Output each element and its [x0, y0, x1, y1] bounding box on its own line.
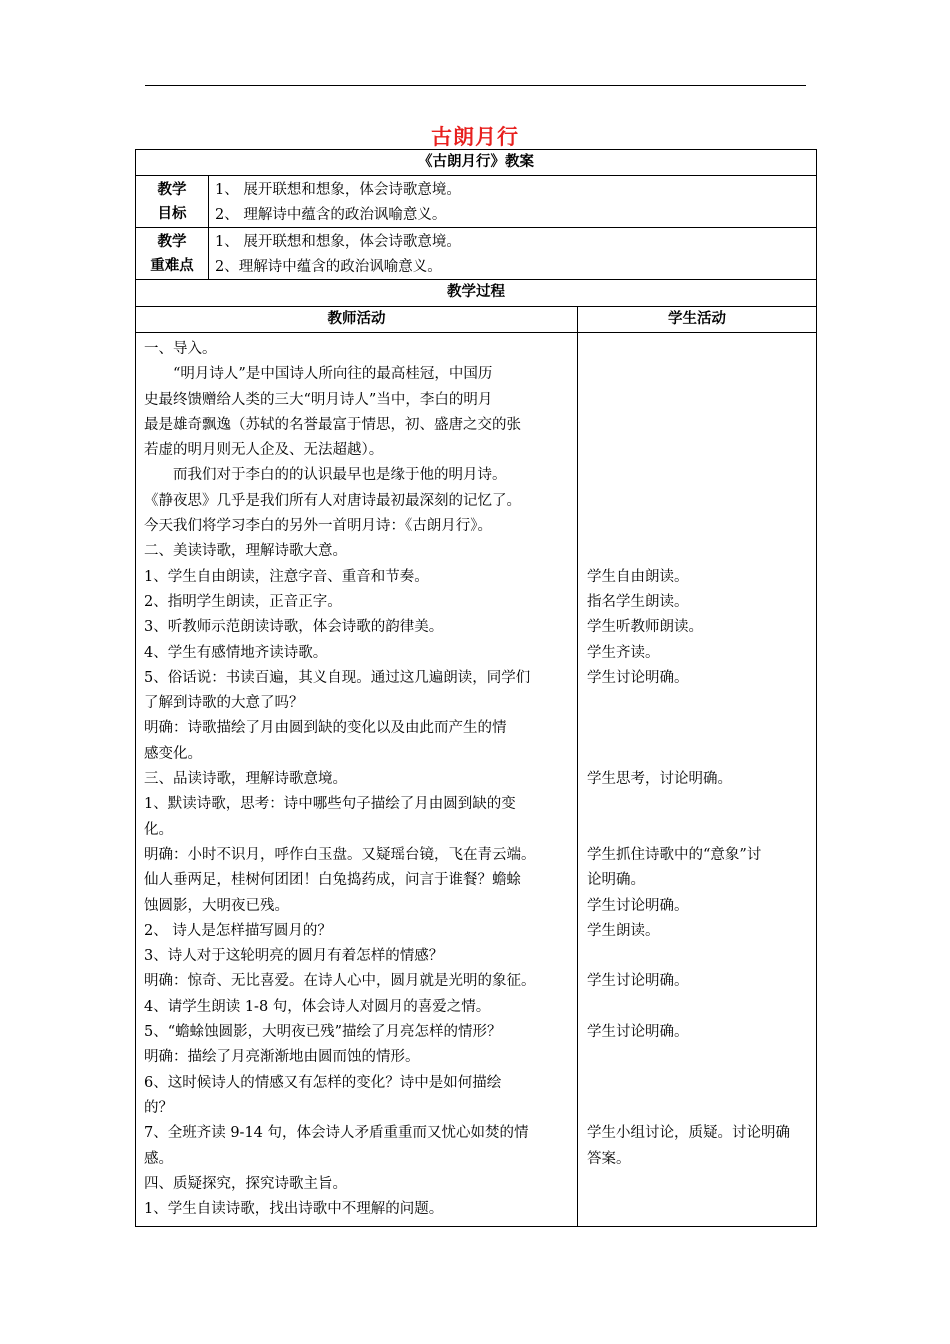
teacher-text-line: 6、这时候诗人的情感又有怎样的变化？诗中是如何描绘 — [144, 1074, 502, 1091]
goals-row — [136, 176, 817, 228]
student-text-line — [587, 413, 808, 438]
goal-line: 1、 展开联想和想象，体会诗歌意境。 — [215, 182, 461, 198]
teacher-text-line: 最是雄奇飘逸（苏轼的名誉最富于情思，初、盛唐之交的张 — [144, 416, 521, 433]
teacher-text-line: 今天我们将学习李白的另外一首明月诗：《古朗月行》。 — [144, 518, 492, 535]
keypoints-label: 教学 重难点 — [136, 228, 209, 280]
teacher-text-line: 7、全班齐读 9-14 句，体会诗人矛盾重重而又忧心如焚的情 — [144, 1125, 529, 1142]
student-text-line — [587, 792, 808, 817]
student-text-line: 学生思考，讨论明确。 — [587, 771, 732, 788]
teacher-text-line: 史最终馈赠给人类的三大“明月诗人”当中，李白的明月 — [144, 391, 493, 408]
student-text-line — [587, 742, 808, 767]
student-text-line: 学生讨论明确。 — [587, 1024, 689, 1041]
student-activity-heading: 学生活动 — [578, 307, 817, 333]
student-text-line — [587, 514, 808, 539]
lesson-plan-heading: 《古朗月行》教案 — [136, 150, 817, 176]
lesson-plan-table — [135, 149, 817, 1227]
student-text-line — [587, 716, 808, 741]
teacher-text-line: 一、导入。 — [144, 341, 217, 357]
student-text-line — [587, 388, 808, 413]
teacher-text-line: 蚀圆影，大明夜已残。 — [144, 897, 289, 914]
student-activity-content — [578, 333, 817, 1227]
process-heading: 教学过程 — [136, 280, 817, 307]
teacher-text-line: 1、默读诗歌，思考：诗中哪些句子描绘了月由圆到缺的变 — [144, 796, 516, 813]
student-text-line: 学生齐读。 — [587, 644, 660, 661]
teacher-text-line: 2、 诗人是怎样描写圆月的？ — [144, 922, 332, 939]
student-text-line: 学生自由朗读。 — [587, 568, 689, 585]
goal-line: 2、 理解诗中蕴含的政治讽喻意义。 — [215, 206, 447, 223]
teacher-text-line: 3、诗人对于这轮明亮的圆月有着怎样的情感？ — [144, 948, 444, 965]
student-text-line — [587, 818, 808, 843]
teacher-text-line: 3、听教师示范朗读诗歌，体会诗歌的韵律美。 — [144, 619, 444, 636]
student-text-line — [587, 438, 808, 463]
goals-label: 教学 目标 — [136, 176, 209, 228]
goals-content — [209, 176, 817, 228]
student-text-line — [587, 995, 808, 1020]
teacher-text-line: 而我们对于李白的的认识最早也是缘于他的明月诗。 — [173, 467, 507, 484]
student-text-line — [587, 463, 808, 488]
student-text-line — [587, 1096, 808, 1121]
teacher-text-line: 若虚的明月则无人企及、无法超越）。 — [144, 442, 384, 459]
student-text-line — [587, 691, 808, 716]
student-text-line: 学生讨论明确。 — [587, 669, 689, 686]
teacher-text-line: 2、指明学生朗读，正音正字。 — [144, 593, 342, 610]
teacher-text-line: “明月诗人”是中国诗人所向往的最高桂冠，中国历 — [173, 366, 493, 383]
teacher-activity-heading: 教师活动 — [136, 307, 578, 333]
student-text-line: 学生讨论明确。 — [587, 897, 689, 914]
teacher-text-line: 明确：惊奇、无比喜爱。在诗人心中，圆月就是光明的象征。 — [144, 973, 536, 990]
teacher-text-line: 了解到诗歌的大意了吗？ — [144, 695, 304, 712]
teacher-text-line: 三、品读诗歌，理解诗歌意境。 — [144, 771, 347, 788]
keypoints-content — [209, 228, 817, 280]
teacher-text-line: 感变化。 — [144, 745, 202, 762]
teacher-text-line: 《静夜思》几乎是我们所有人对唐诗最初最深刻的记忆了。 — [144, 492, 521, 509]
student-text-line — [587, 1045, 808, 1070]
keypoint-line: 1、 展开联想和想象，体会诗歌意境。 — [215, 234, 461, 250]
student-text-line — [587, 1071, 808, 1096]
keypoint-line: 2、理解诗中蕴含的政治讽喻意义。 — [215, 258, 442, 275]
teacher-text-line: 感。 — [144, 1150, 173, 1167]
table-heading-row — [136, 150, 817, 176]
header-rule — [145, 85, 806, 86]
student-text-line — [587, 539, 808, 564]
activity-heading-row — [136, 307, 817, 333]
keypoints-row — [136, 228, 817, 280]
teacher-text-line: 仙人垂两足，桂树何团团！白兔捣药成，问言于谁餐？蟾蜍 — [144, 872, 521, 889]
student-text-line — [587, 489, 808, 514]
student-text-line: 学生抓住诗歌中的“意象”讨 — [587, 846, 762, 863]
student-text-line: 答案。 — [587, 1150, 631, 1167]
teacher-text-line: 1、学生自由朗读，注意字音、重音和节奏。 — [144, 568, 429, 585]
teacher-text-line: 明确：诗歌描绘了月由圆到缺的变化以及由此而产生的情 — [144, 720, 507, 737]
teacher-text-line: 4、学生有感情地齐读诗歌。 — [144, 644, 328, 661]
teacher-text-line: 1、学生自读诗歌，找出诗歌中不理解的问题。 — [144, 1201, 444, 1218]
teacher-text-line: 4、请学生朗读 1-8 句，体会诗人对圆月的喜爱之情。 — [144, 998, 491, 1015]
teacher-text-line: 四、质疑探究，探究诗歌主旨。 — [144, 1175, 347, 1192]
process-heading-row — [136, 280, 817, 307]
student-text-line — [587, 944, 808, 969]
student-text-line: 学生听教师朗读。 — [587, 619, 703, 636]
page-title: 古朗月行 — [431, 125, 519, 149]
student-text-line: 学生小组讨论，质疑。讨论明确 — [587, 1125, 790, 1142]
teacher-text-line: 明确：小时不识月，呼作白玉盘。又疑瑶台镜，飞在青云端。 — [144, 846, 536, 863]
student-text-line — [587, 362, 808, 387]
student-text-line: 指名学生朗读。 — [587, 593, 689, 610]
teacher-activity-content — [136, 333, 578, 1227]
student-text-line: 学生朗读。 — [587, 922, 660, 939]
student-text-line: 学生讨论明确。 — [587, 973, 689, 990]
teacher-text-line: 的？ — [144, 1099, 173, 1116]
activity-content-row — [136, 333, 817, 1227]
student-text-line: 论明确。 — [587, 872, 645, 889]
teacher-text-line: 化。 — [144, 821, 173, 838]
teacher-text-line: 5、“蟾蜍蚀圆影，大明夜已残”描绘了月亮怎样的情形？ — [144, 1024, 502, 1041]
teacher-text-line: 明确：描绘了月亮渐渐地由圆而蚀的情形。 — [144, 1049, 420, 1066]
teacher-text-line: 二、美读诗歌，理解诗歌大意。 — [144, 543, 347, 560]
teacher-text-line: 5、俗话说：书读百遍，其义自现。通过这几遍朗读，同学们 — [144, 669, 531, 686]
student-text-line — [587, 337, 808, 362]
